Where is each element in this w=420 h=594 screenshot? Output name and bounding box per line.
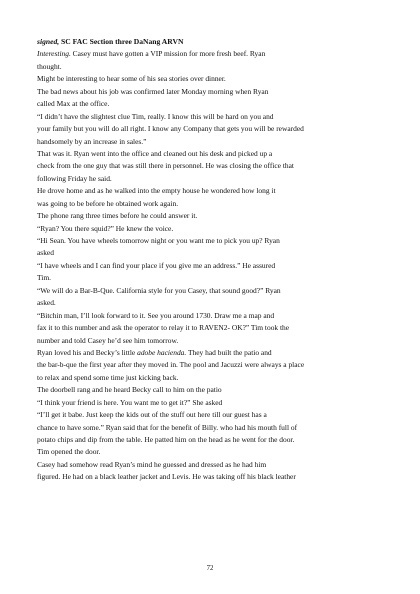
text-segment: “We will do a Bar-B-Que. California style for you Casey, that sound good?” Ryan: [37, 285, 281, 295]
text-segment: Might be interesting to hear some of his sea stories over dinner.: [37, 74, 226, 84]
text-segment: called Max at the office.: [37, 99, 110, 109]
text-line: [37, 210, 393, 222]
text-line: [37, 136, 393, 148]
text-segment: The doorbell rang and he heard Becky call to him on the patio: [37, 385, 222, 395]
text-line: [37, 235, 393, 247]
text-segment: SC FAC Section three DaNang ARVN: [59, 37, 184, 46]
text-segment: Casey must have gotten a VIP mission for more fresh beef. Ryan: [70, 49, 266, 59]
text-segment: figured. He had on a black leather jacket and Levis. He was taking off his black leather: [37, 472, 296, 482]
text-line: [37, 335, 393, 347]
text-segment: potato chips and dip from the table. He patted him on the head as he went for the door.: [37, 435, 295, 444]
text-line: [37, 409, 393, 421]
text-segment: the bar-b-que the first year after they moved in. The pool and Jacuzzi were always a place: [37, 360, 305, 370]
text-segment: “I’ll get it babe. Just keep the kids out of the stuff out here till our guest has a: [37, 410, 267, 420]
text-segment: check from the one guy that was still there in personnel. He was closing the office that: [37, 161, 295, 171]
text-segment: “Hi Sean. You have wheels tomorrow night or you want me to pick you up? Ryan: [37, 236, 280, 245]
text-line: [37, 160, 393, 172]
text-segment: Casey had somehow read Ryan’s mind he guessed and dressed as he had him: [37, 459, 267, 469]
text-line: [37, 148, 393, 160]
text-segment: asked.: [37, 298, 56, 308]
text-line: [37, 397, 393, 409]
text-segment: chance to have some.” Ryan said that for the benefit of Billy. who had his mouth full of: [37, 422, 298, 432]
text-line: [37, 359, 393, 371]
text-line: [37, 223, 393, 235]
section-heading: [37, 36, 393, 48]
text-segment: number and told Casey he’d see him tomorrow.: [37, 335, 179, 345]
text-segment: asked: [37, 248, 54, 258]
text-line: [37, 384, 393, 396]
text-line: [37, 459, 393, 471]
text-line: [37, 347, 393, 359]
text-segment: following Friday he said.: [37, 173, 112, 183]
document-page: [37, 36, 393, 484]
page-number: 72: [206, 565, 214, 572]
text-line: [37, 123, 393, 135]
text-line: [37, 285, 393, 297]
text-line: [37, 310, 393, 322]
text-segment: “Ryan? You there squid?” He knew the voice.: [37, 223, 174, 233]
text-segment: Tim.: [37, 273, 51, 283]
text-segment: The phone rang three times before he could answer it.: [37, 211, 198, 221]
text-line: [37, 372, 393, 384]
text-line: [37, 247, 393, 259]
text-segment: was going to be before he obtained work again.: [37, 198, 179, 208]
text-segment: fax it to this number and ask the operator to relay it to RAVEN2- OK?” Tim took the: [37, 323, 290, 333]
text-line: [37, 471, 393, 483]
text-line: [37, 422, 393, 434]
text-segment: to relax and spend some time just kicking back.: [37, 372, 179, 382]
text-line: [37, 260, 393, 272]
text-segment: Tim opened the door.: [37, 447, 101, 457]
text-segment: handsomely by an increase in sales.”: [37, 136, 147, 146]
text-segment: “I think your friend is here. You want me to get it?” She asked: [37, 397, 223, 407]
text-line: [37, 61, 393, 73]
text-segment: adobe hacienda.: [137, 347, 187, 357]
text-line: [37, 86, 393, 98]
text-line: [37, 446, 393, 458]
text-line: [37, 272, 393, 284]
text-segment: The bad news about his job was confirmed later Monday morning when Ryan: [37, 86, 269, 96]
text-segment: Interesting.: [37, 49, 71, 59]
text-line: [37, 434, 393, 446]
text-line: [37, 98, 393, 110]
text-line: [37, 198, 393, 210]
text-segment: He drove home and as he walked into the empty house he wondered how long it: [37, 186, 276, 196]
text-segment: “I didn’t have the slightest clue Tim, really. I know this will be hard on you and: [37, 111, 274, 121]
text-line: [37, 48, 393, 60]
text-line: [37, 111, 393, 123]
text-line: [37, 297, 393, 309]
text-segment: “Bitchin man, I’ll look forward to it. See you around 1730. Draw me a map and: [37, 310, 275, 320]
text-segment: That was it. Ryan went into the office and cleaned out his desk and picked up a: [37, 148, 273, 158]
text-segment: Ryan loved his and Becky’s little: [37, 347, 138, 357]
text-segment: thought.: [37, 61, 62, 71]
text-segment: They had built the patio and: [186, 347, 272, 357]
text-segment: your family but you will do all right. I know any Company that gets you will be rewarded: [37, 124, 304, 134]
text-segment: “I have wheels and I can find your place if you give me an address.” He assured: [37, 260, 276, 270]
text-line: [37, 173, 393, 185]
text-line: [37, 322, 393, 334]
text-segment: signed,: [37, 37, 60, 46]
text-line: [37, 73, 393, 85]
text-line: [37, 185, 393, 197]
